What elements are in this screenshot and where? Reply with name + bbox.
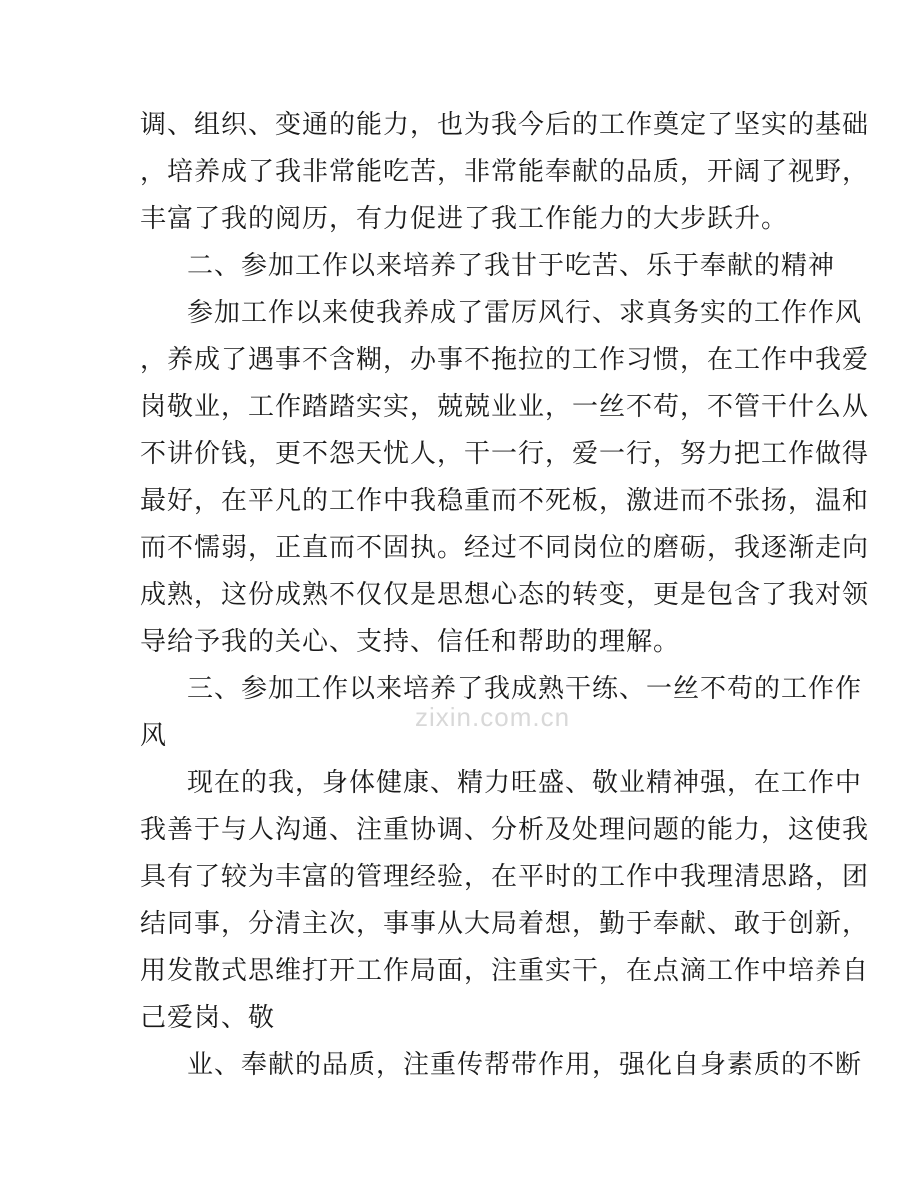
text-line: 现在的我，身体健康、精力旺盛、敬业精神强，在工作中 bbox=[187, 768, 863, 798]
text-line: 岗敬业，工作踏踏实实，兢兢业业，一丝不苟，不管干什么从 bbox=[140, 392, 870, 422]
text-line: 导给予我的关心、支持、信任和帮助的理解。 bbox=[140, 627, 681, 657]
section-heading: 三、参加工作以来培养了我成熟干练、一丝不苟的工作作 bbox=[187, 674, 863, 704]
text-line: 调、组织、变通的能力，也为我今后的工作奠定了坚实的基础 bbox=[140, 110, 870, 140]
section-heading-continued: 风 bbox=[140, 721, 168, 751]
section-heading: 二、参加工作以来培养了我甘于吃苦、乐于奉献的精神 bbox=[187, 251, 836, 281]
text-line: 结同事，分清主次，事事从大局着想，勤于奉献、敢于创新， bbox=[140, 909, 870, 939]
text-line: 而不懦弱，正直而不固执。经过不同岗位的磨砺，我逐渐走向 bbox=[140, 533, 870, 563]
text-line: 参加工作以来使我养成了雷厉风行、求真务实的工作作风 bbox=[187, 298, 863, 328]
text-line: 不讲价钱，更不怨天忧人，干一行，爱一行，努力把工作做得 bbox=[140, 439, 870, 469]
text-line: 用发散式思维打开工作局面，注重实干，在点滴工作中培养自 bbox=[140, 956, 870, 986]
text-line: 具有了较为丰富的管理经验，在平时的工作中我理清思路，团 bbox=[140, 862, 870, 892]
text-line: 最好，在平凡的工作中我稳重而不死板，激进而不张扬，温和 bbox=[140, 486, 870, 516]
text-line: 我善于与人沟通、注重协调、分析及处理问题的能力，这使我 bbox=[140, 815, 870, 845]
text-line: 丰富了我的阅历，有力促进了我工作能力的大步跃升。 bbox=[140, 204, 789, 234]
text-line: 己爱岗、敬 bbox=[140, 1003, 276, 1033]
text-line: 成熟，这份成熟不仅仅是思想心态的转变，更是包含了我对领 bbox=[140, 580, 870, 610]
text-line: ，培养成了我非常能吃苦，非常能奉献的品质，开阔了视野， bbox=[140, 157, 870, 187]
text-line: 业、奉献的品质，注重传帮带作用，强化自身素质的不断 bbox=[187, 1050, 863, 1080]
watermark: zixin.com.cn bbox=[415, 702, 571, 732]
text-line: ，养成了遇事不含糊，办事不拖拉的工作习惯，在工作中我爱 bbox=[140, 345, 870, 375]
